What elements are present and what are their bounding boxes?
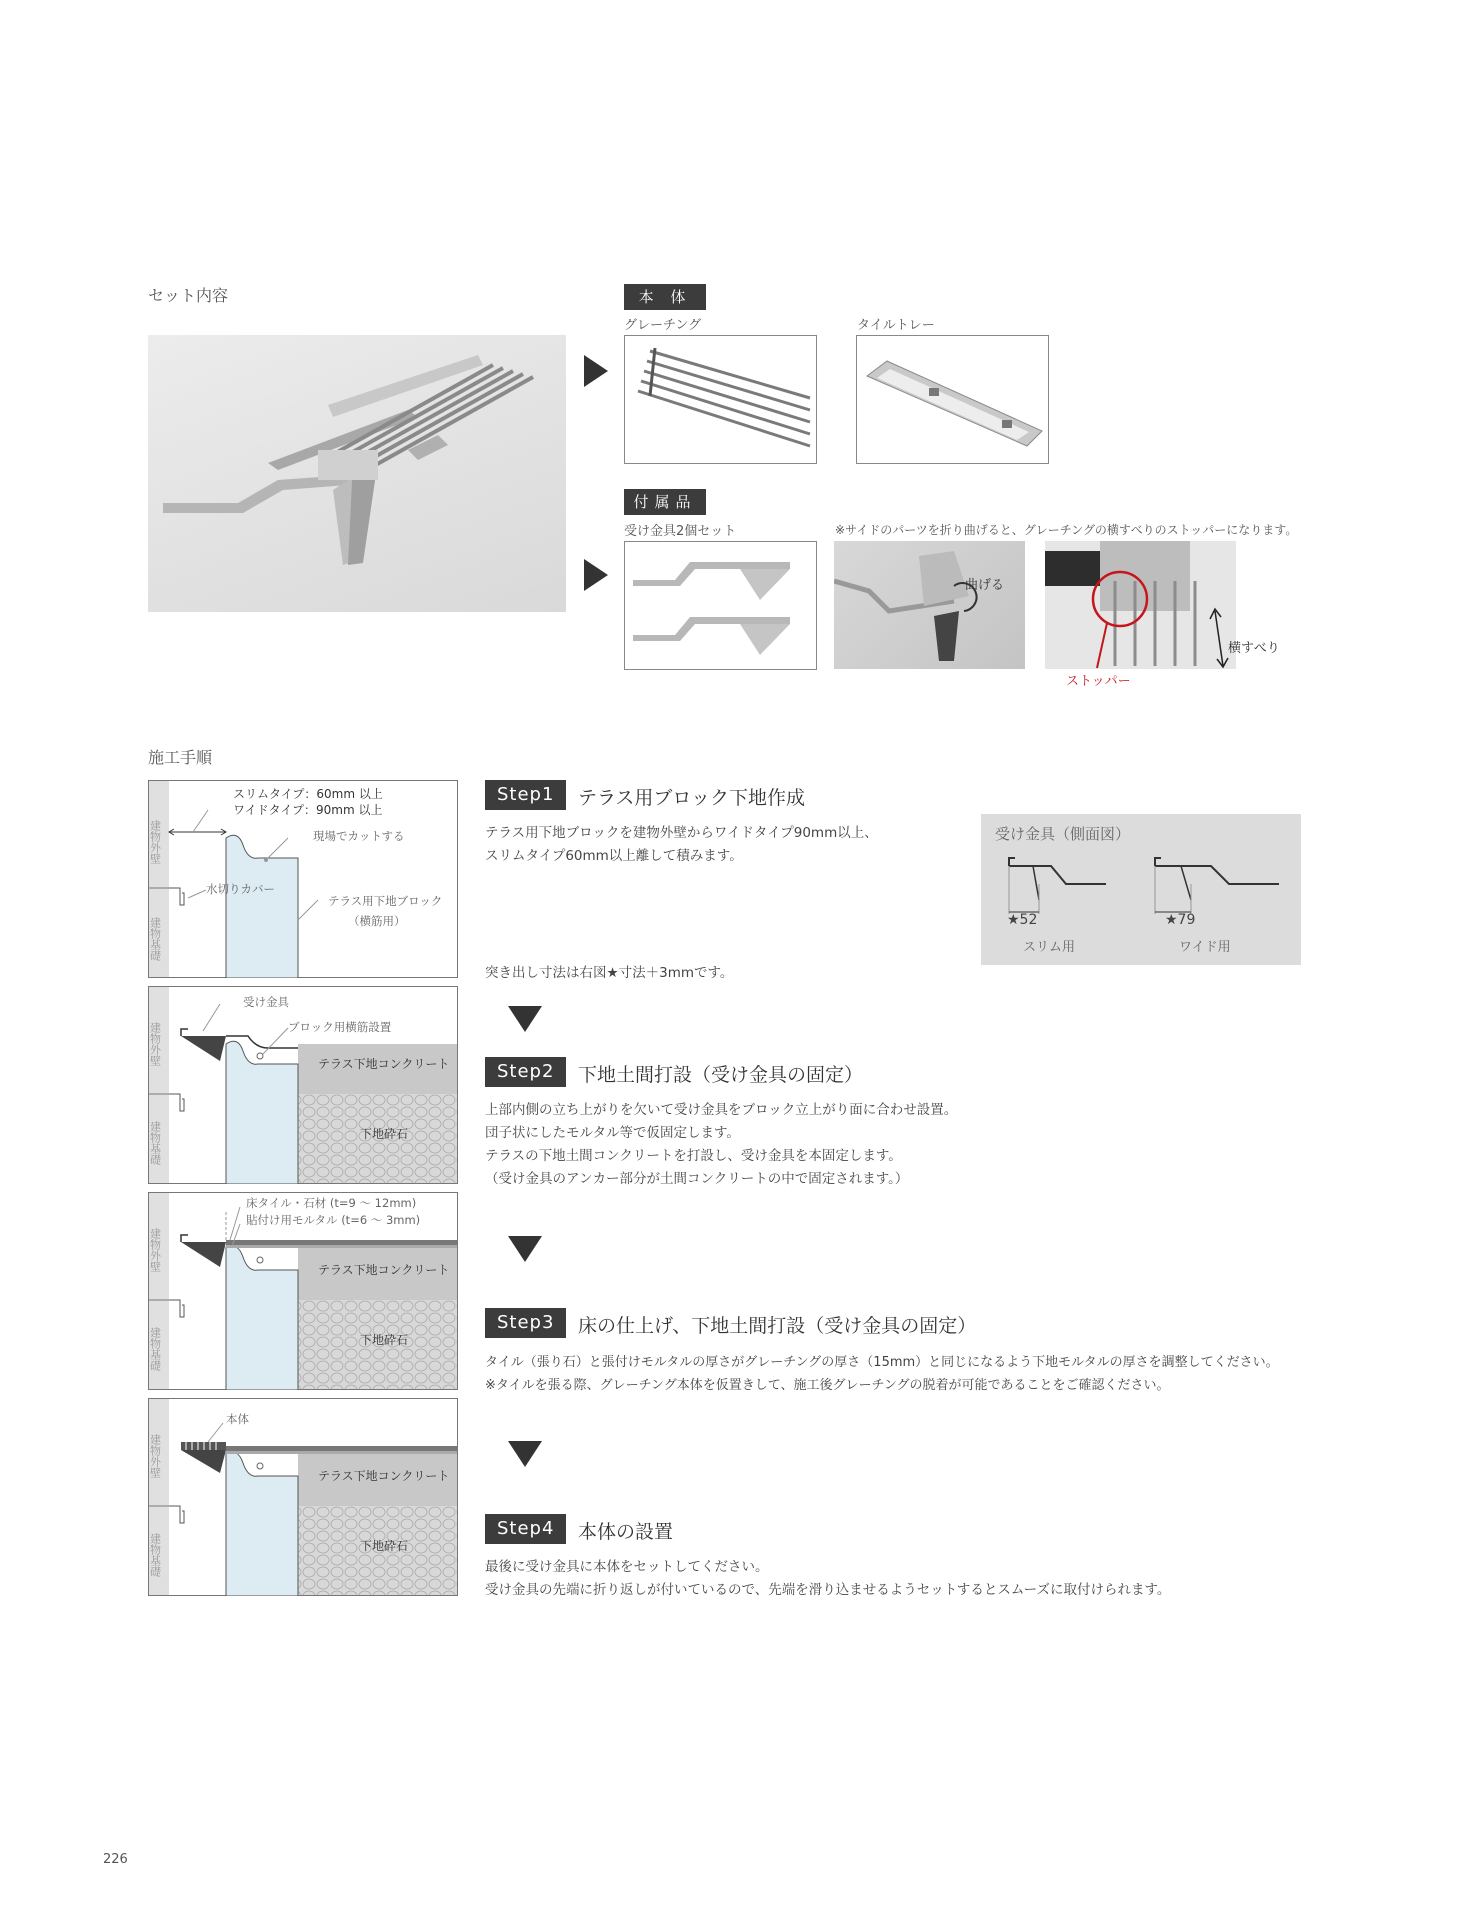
step4-line-2: 受け金具の先端に折り返しが付いているので、先端を滑り込ませるようセットするとスムーズに取付けられます。 bbox=[485, 1582, 1171, 1598]
step3-line-1: タイル（張り石）と張付けモルタルの厚さがグレーチングの厚さ（15mm）と同じになるよう下地モルタルの厚さを調整してください。 bbox=[485, 1355, 1279, 1370]
step4-line-1: 最後に受け金具に本体をセットしてください。 bbox=[485, 1559, 769, 1575]
step2-diagram bbox=[148, 986, 458, 1184]
foundation-label-1: 建物基礎 bbox=[148, 917, 162, 961]
wall-label-3: 建物外壁 bbox=[148, 1228, 162, 1272]
bend-label: 曲げる bbox=[965, 578, 1005, 593]
grating-label: グレーチング bbox=[624, 318, 702, 333]
concrete-label-3: テラス下地コンクリート bbox=[318, 1263, 450, 1277]
cut-onsite-label: 現場でカットする bbox=[313, 829, 405, 843]
body-label: 本体 bbox=[226, 1412, 249, 1426]
tile-tray-label: タイルトレー bbox=[857, 318, 935, 333]
step2-text bbox=[485, 1099, 957, 1191]
step1-extra-note: 突き出し寸法は右図★寸法＋3mmです。 bbox=[485, 965, 734, 981]
step1-text bbox=[485, 822, 878, 868]
slim-dimension: ★52 bbox=[1007, 912, 1038, 928]
step4-title: 本体の設置 bbox=[578, 1521, 674, 1543]
step3-diagram-svg bbox=[148, 1192, 458, 1390]
product-photo bbox=[148, 335, 566, 612]
concrete-label-4: テラス下地コンクリート bbox=[318, 1469, 450, 1483]
step2-tag: Step2 bbox=[485, 1057, 566, 1087]
slim-label: スリム用 bbox=[1023, 940, 1076, 955]
bracket-side-view bbox=[981, 814, 1301, 965]
product-photo-drawing bbox=[148, 335, 566, 612]
grating-photo bbox=[624, 335, 817, 464]
gravel-label-2: 下地砕石 bbox=[360, 1127, 409, 1141]
foundation-label-3: 建物基礎 bbox=[148, 1327, 162, 1371]
wall-label-2: 建物外壁 bbox=[148, 1022, 162, 1066]
stopper-photo bbox=[1045, 541, 1236, 669]
step4-tag: Step4 bbox=[485, 1514, 566, 1544]
tile-tray-photo bbox=[856, 335, 1049, 464]
gravel-label-4: 下地砕石 bbox=[360, 1539, 409, 1553]
step1-line-1: テラス用下地ブロックを建物外壁からワイドタイプ90mm以上、 bbox=[485, 825, 878, 841]
set-contents-title: セット内容 bbox=[148, 286, 229, 305]
step2-line-2: 団子状にしたモルタル等で仮固定します。 bbox=[485, 1125, 740, 1141]
arrow-down-icon bbox=[508, 1236, 542, 1262]
slide-label: 横すべり bbox=[1228, 641, 1280, 656]
foundation-label-4: 建物基礎 bbox=[148, 1533, 162, 1577]
arrow-down-icon bbox=[508, 1441, 542, 1467]
step4-diagram-svg bbox=[148, 1398, 458, 1596]
step2-line-4: （受け金具のアンカー部分が土間コンクリートの中で固定されます。） bbox=[485, 1171, 909, 1187]
foundation-label-2: 建物基礎 bbox=[148, 1121, 162, 1165]
rebar-label: ブロック用横筋設置 bbox=[288, 1020, 392, 1034]
accessories-tag: 付属品 bbox=[624, 489, 706, 515]
stopper-note: ※サイドのパーツを折り曲げると、グレーチングの横すべりのストッパーになります。 bbox=[835, 523, 1298, 537]
step1-diagram bbox=[148, 780, 458, 978]
step3-text bbox=[485, 1351, 1279, 1397]
procedure-title: 施工手順 bbox=[148, 748, 213, 767]
slim-min-distance: スリムタイプ：60mm 以上 bbox=[233, 787, 383, 801]
step1-tag: Step1 bbox=[485, 780, 566, 810]
terrace-block-sub: （横筋用） bbox=[348, 914, 406, 928]
step1-title: テラス用ブロック下地作成 bbox=[578, 787, 806, 809]
step2-diagram-svg bbox=[148, 986, 458, 1184]
drip-cover-label: 水切りカバー bbox=[206, 882, 275, 896]
step2-title: 下地土間打設（受け金具の固定） bbox=[578, 1064, 864, 1086]
bend-photo bbox=[834, 541, 1025, 669]
wide-dimension: ★79 bbox=[1165, 912, 1196, 928]
concrete-label-2: テラス下地コンクリート bbox=[318, 1057, 450, 1071]
arrow-down-icon bbox=[508, 1006, 542, 1032]
wall-label-4: 建物外壁 bbox=[148, 1434, 162, 1478]
step1-line-2: スリムタイプ60mm以上離して積みます。 bbox=[485, 848, 743, 864]
stopper-label: ストッパー bbox=[1066, 674, 1131, 689]
step3-line-2: ※タイルを張る際、グレーチング本体を仮置きして、施工後グレーチングの脱着が可能であることをご確認ください。 bbox=[485, 1378, 1170, 1393]
wide-min-distance: ワイドタイプ：90mm 以上 bbox=[233, 803, 383, 817]
step1-diagram-svg bbox=[148, 780, 458, 978]
bracket-label: 受け金具 bbox=[243, 995, 289, 1009]
main-body-tag: 本 体 bbox=[624, 284, 706, 310]
step4-text bbox=[485, 1556, 1170, 1602]
arrow-right-icon bbox=[584, 559, 608, 591]
tile-stone-label: 床タイル・石材 (t=9 ～ 12mm) bbox=[246, 1196, 417, 1210]
step3-diagram bbox=[148, 1192, 458, 1390]
grating-drawing bbox=[625, 336, 816, 463]
bracket-photo bbox=[624, 541, 817, 670]
step3-tag: Step3 bbox=[485, 1308, 566, 1338]
step2-line-1: 上部内側の立ち上がりを欠いて受け金具をブロック立上がり面に合わせ設置。 bbox=[485, 1102, 958, 1118]
page-number: 226 bbox=[103, 1852, 128, 1867]
mortar-label: 貼付け用モルタル (t=6 ～ 3mm) bbox=[246, 1213, 421, 1227]
bracket-set-label: 受け金具2個セット bbox=[624, 524, 737, 539]
gravel-label-3: 下地砕石 bbox=[360, 1333, 409, 1347]
wide-label: ワイド用 bbox=[1179, 940, 1231, 955]
terrace-block-label: テラス用下地ブロック bbox=[328, 894, 443, 908]
step3-title: 床の仕上げ、下地土間打設（受け金具の固定） bbox=[578, 1315, 977, 1337]
stopper-drawing bbox=[1045, 541, 1236, 669]
step4-diagram bbox=[148, 1398, 458, 1596]
arrow-right-icon bbox=[584, 355, 608, 387]
bend-drawing bbox=[834, 541, 1025, 669]
step2-line-3: テラスの下地土間コンクリートを打設し、受け金具を本固定します。 bbox=[485, 1148, 902, 1164]
tile-tray-drawing bbox=[857, 336, 1048, 463]
bracket-side-title: 受け金具（側面図） bbox=[995, 825, 1131, 843]
wall-label-1: 建物外壁 bbox=[148, 820, 162, 864]
bracket-drawing bbox=[625, 542, 816, 669]
